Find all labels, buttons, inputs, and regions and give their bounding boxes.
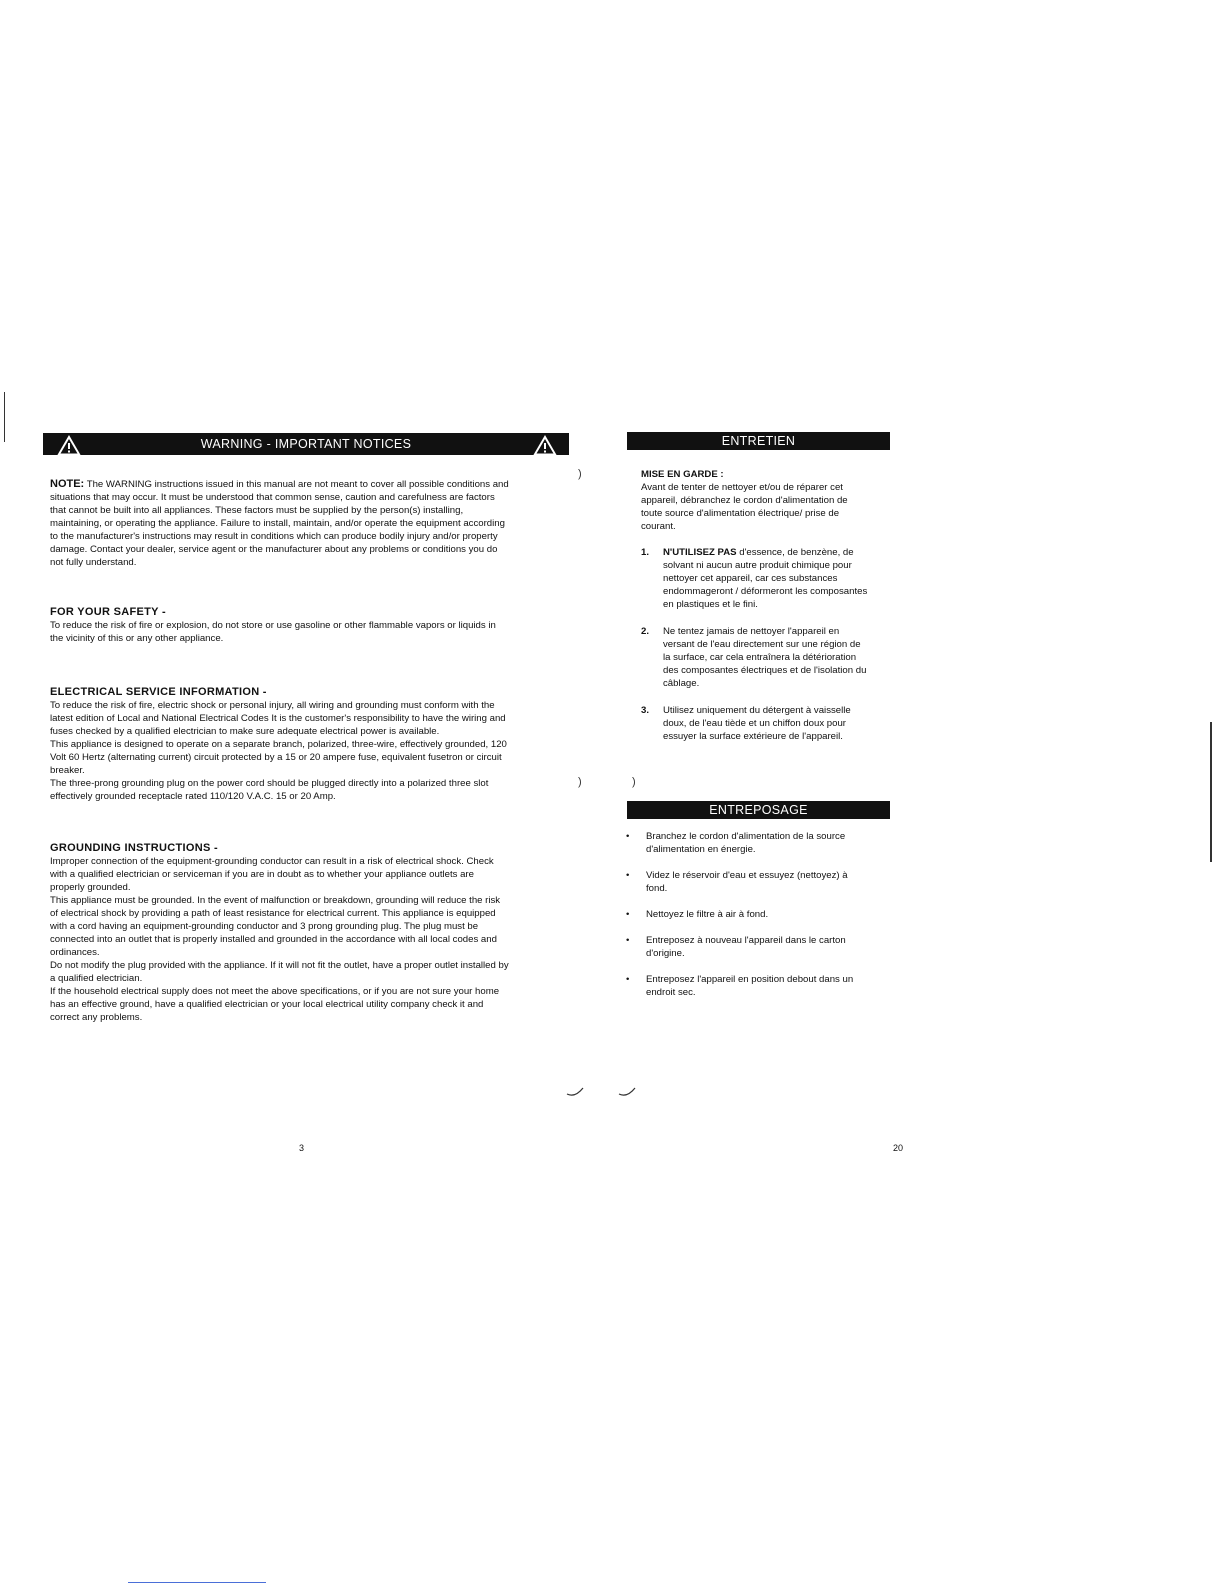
binding-hook-mark [565, 1084, 585, 1098]
grounding-line: has an effective ground, have a qualified electrician or your local electrical utility company check it and [50, 999, 484, 1010]
entreposage-list [624, 830, 894, 999]
item-line: câblage. [663, 678, 700, 689]
caution-line: toute source d'alimentation électrique/ prise de [641, 508, 840, 519]
list-item [641, 625, 901, 690]
item-line: Utilisez uniquement du détergent à vaisselle [663, 705, 851, 716]
bullet-item [624, 934, 894, 960]
grounding-line: If the household electrical supply does not meet the above specifications, or if you are not sure your home [50, 986, 500, 997]
bullet-icon: • [626, 831, 630, 842]
bullet-icon: • [626, 974, 630, 985]
note-line: maintaining, or operating the appliance. Failure to install, maintain, and/or operate the equipment according [50, 518, 505, 529]
warning-triangle-icon [57, 434, 81, 456]
grounding-line: Do not modify the plug provided with the appliance. If it will not fit the outlet, have a proper outlet installed by [50, 960, 509, 971]
entreposage-banner [627, 801, 890, 819]
page-number-left: 3 [299, 1143, 305, 1153]
grounding-line: ordinances. [50, 947, 100, 958]
warning-banner-title: WARNING - IMPORTANT NOTICES [200, 437, 412, 451]
bullet-line: Entreposez à nouveau l'appareil dans le carton [646, 935, 846, 946]
electrical-heading: ELECTRICAL SERVICE INFORMATION - [50, 686, 267, 698]
warning-triangle-icon [533, 434, 557, 456]
blue-underline [128, 1582, 266, 1583]
caution-line: appareil, débranchez le cordon d'alimentation de [641, 495, 848, 506]
bullet-line: fond. [646, 883, 668, 894]
electrical-line: breaker. [50, 765, 85, 776]
item-line: d'essence, de benzène, de [739, 547, 854, 558]
item-line: endommageront / déformeront les composantes [663, 586, 868, 597]
item-number: 3. [641, 705, 650, 716]
entretien-banner [627, 432, 890, 450]
grounding-section [50, 842, 570, 1024]
bullet-line: d'origine. [646, 948, 685, 959]
grounding-line: connected into an outlet that is properly installed and grounded in the accordance with all local codes and [50, 934, 497, 945]
bullet-line: Branchez le cordon d'alimentation de la source [646, 831, 846, 842]
bullet-line: Entreposez l'appareil en position debout dans un [646, 974, 854, 985]
item-line: solvant ni aucun autre produit chimique pour [663, 560, 852, 571]
grounding-line: Improper connection of the equipment-grounding conductor can result in a risk of electrical shock. Check [50, 856, 494, 867]
electrical-line: latest edition of Local and National Electrical Codes It is the customer's responsibility to have the wiring and [50, 713, 506, 724]
grounding-line: correct any problems. [50, 1012, 143, 1023]
item-line: Ne tentez jamais de nettoyer l'appareil en [663, 626, 840, 637]
grounding-line: properly grounded. [50, 882, 131, 893]
list-item [641, 546, 901, 611]
item-number: 1. [641, 547, 650, 558]
grounding-line: with a qualified electrician or serviceman if you are in doubt as to whether your appliance outlets are [50, 869, 474, 880]
grounding-line: of electrical shock by providing a path of least resistance for electrical current. This appliance is equipped [50, 908, 496, 919]
bullet-item [624, 830, 894, 856]
caution-line: Avant de tenter de nettoyer et/ou de réparer cet [641, 482, 843, 493]
page-number-right: 20 [893, 1143, 904, 1153]
item-line: essuyer la surface extérieure de l'appareil. [663, 731, 843, 742]
item-line: la surface, car cela entraînera la détérioration [663, 652, 857, 663]
grounding-line: This appliance must be grounded. In the event of malfunction or breakdown, grounding will reduce the risk [50, 895, 501, 906]
electrical-line: The three-prong grounding plug on the power cord should be plugged directly into a polarized three slot [50, 778, 489, 789]
electrical-line: fuses checked by a qualified electrician to make sure adequate electrical power is available. [50, 726, 440, 737]
bullet-icon: • [626, 935, 630, 946]
bullet-line: Videz le réservoir d'eau et essuyez (nettoyez) à [646, 870, 848, 881]
grounding-line: a qualified electrician. [50, 973, 143, 984]
item-lead: N'UTILISEZ PAS [663, 547, 737, 558]
caution-section [641, 468, 901, 533]
right-edge-line [1210, 722, 1212, 862]
note-line: not fully understand. [50, 557, 137, 568]
bullet-item [624, 869, 894, 895]
item-line: versant de l'eau directement sur une région de [663, 639, 861, 650]
electrical-line: To reduce the risk of fire, electric shock or personal injury, all wiring and grounding must conform with the [50, 700, 495, 711]
grounding-heading: GROUNDING INSTRUCTIONS - [50, 842, 218, 854]
bullet-item [624, 908, 894, 921]
note-line: to the manufacturer's instructions may result in conditions which can produce bodily injury and/or property [50, 531, 498, 542]
note-section [50, 478, 570, 569]
bullet-line: endroit sec. [646, 987, 696, 998]
item-line: des composantes électriques et de l'isolation du [663, 665, 867, 676]
note-line: damage. Contact your dealer, service agent or the manufacturer about any problems or conditions you do [50, 544, 498, 555]
bullet-icon: • [626, 870, 630, 881]
electrical-section [50, 686, 570, 803]
bullet-line: Nettoyez le filtre à air à fond. [646, 909, 769, 920]
note-label: NOTE: [50, 478, 85, 490]
binding-mark: ) [578, 776, 582, 788]
safety-heading: FOR YOUR SAFETY - [50, 606, 166, 618]
electrical-line: Volt 60 Hertz (alternating current) circuit protected by a 15 or 20 ampere fuse, equivalent fusetron or circuit [50, 752, 502, 763]
grounding-line: with a cord having an equipment-grounding conductor and 3 prong grounding plug. The plug must be [50, 921, 479, 932]
electrical-line: effectively grounded receptacle rated 110/120 V.A.C. 15 or 20 Amp. [50, 791, 336, 802]
item-line: nettoyer cet appareil, car ces substances [663, 573, 838, 584]
note-line: NOTE: The WARNING instructions issued in this manual are not meant to cover all possible conditions and [50, 478, 509, 490]
item-number: 2. [641, 626, 650, 637]
bullet-icon: • [626, 909, 630, 920]
safety-section [50, 606, 570, 645]
entretien-banner-title: ENTRETIEN [721, 434, 796, 448]
binding-hook-mark [617, 1084, 637, 1098]
caution-heading: MISE EN GARDE : [641, 469, 724, 480]
note-line: that cannot be built into all appliances. These factors must be supplied by the person(s) installing, [50, 505, 464, 516]
safety-line: To reduce the risk of fire or explosion, do not store or use gasoline or other flammable vapors or liquids in [50, 620, 496, 631]
item-line: doux, de l'eau tiède et un chiffon doux pour [663, 718, 847, 729]
bullet-line: d'alimentation en énergie. [646, 844, 756, 855]
item-line: en plastiques et le fini. [663, 599, 758, 610]
note-line: situations that may occur. It must be understood that common sense, caution and carefulness are factors [50, 492, 495, 503]
list-item [641, 704, 901, 743]
caution-line: courant. [641, 521, 676, 532]
left-edge-line [4, 392, 5, 442]
entreposage-banner-title: ENTREPOSAGE [709, 803, 808, 817]
binding-mark: ) [632, 776, 636, 788]
safety-line: the vicinity of this or any other appliance. [50, 633, 224, 644]
electrical-line: This appliance is designed to operate on a separate branch, polarized, three-wire, effectively grounded, 120 [50, 739, 507, 750]
warning-banner [43, 433, 569, 455]
binding-mark: ) [578, 468, 582, 480]
entretien-list [641, 546, 901, 743]
bullet-item [624, 973, 894, 999]
